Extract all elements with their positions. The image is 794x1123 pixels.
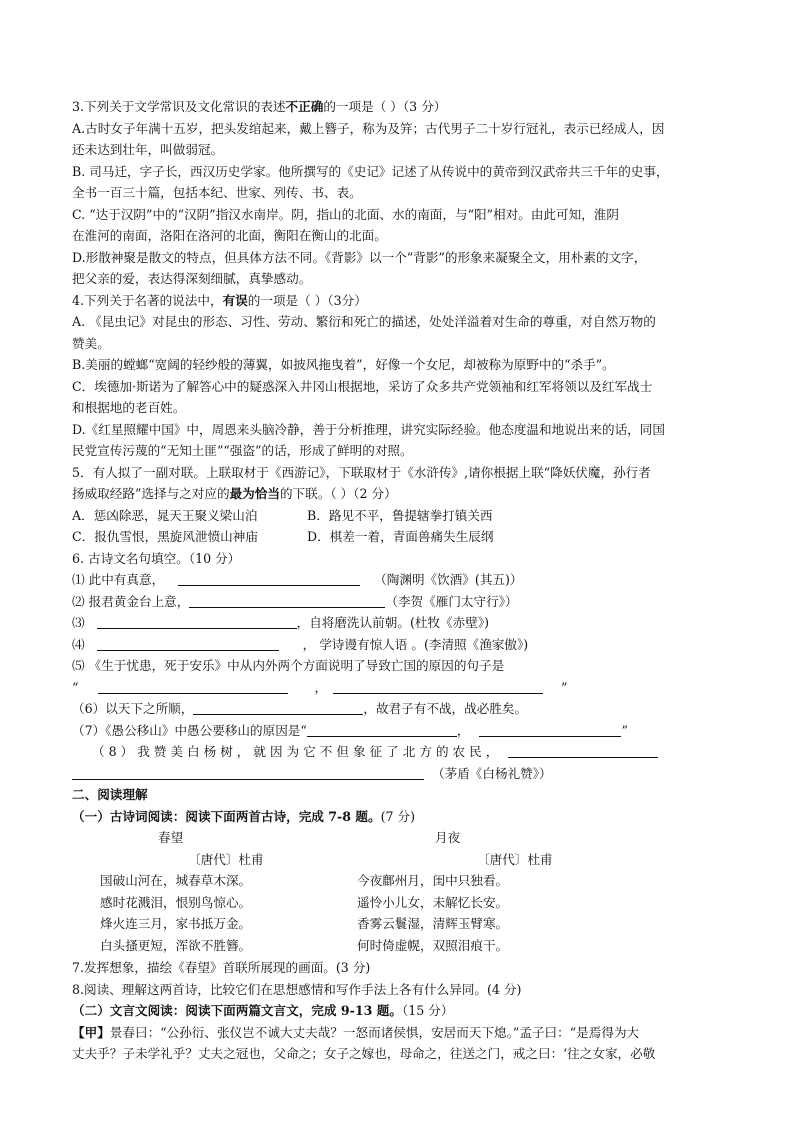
q6-item-8-text: （ 8 ） 我 赞 美 白 杨 树 ， 就 因 为 它 不 但 象 征 了 北 方 的 农 民 ， (92, 744, 499, 759)
q6-blank-3[interactable] (97, 614, 297, 629)
q6-item-7-comma: ， (456, 722, 470, 738)
q3-option-c-line1: C. “达于汉阴”中的“汉阴”指汉水南岸。阴，指山的北面、水的南面，与“阳”相对。由此可知，淮阴 (72, 206, 619, 222)
q6-item-6 (72, 698, 728, 720)
q6-item-5-close-quote: ” (561, 679, 568, 695)
q6-item-1 (72, 569, 728, 591)
q3-stem-text: 3.下列关于文学常识及文化常识的表述 (72, 99, 286, 114)
q6-blank-7a[interactable] (307, 722, 457, 737)
poem-chunwang (100, 827, 264, 956)
q5-option-c: C．报仇雪恨，黑旋风泄愤山神庙 (72, 529, 258, 544)
q6-item-1-text: ⑴ 此中有真意， (72, 572, 165, 587)
poem-2-title: 月夜 (435, 830, 461, 845)
q6-item-4 (72, 634, 728, 656)
q6-item-4-text: ⑷ (72, 636, 85, 652)
passage-tag: 【甲】 (72, 1024, 110, 1040)
q6-item-4-source: ， 学诗谩有惊人语 。(李清照《渔家傲》) (302, 636, 529, 652)
q4-stem-tail: 的一项是（ ）（3分） (247, 292, 367, 308)
section-2-sub1-score: (7 分) (380, 808, 416, 824)
q6-item-2 (72, 591, 728, 613)
section-2-sub1-text: （一）古诗词阅读：阅读下面两首古诗，完成 7-8 题。 (72, 808, 381, 824)
section-2-sub2-score: （15 分） (401, 1003, 454, 1018)
passage-line-1 (72, 1022, 728, 1044)
q3-stem (72, 96, 728, 118)
q5-option-a: A．惩凶除恶，晁天王聚义梁山泊 (72, 507, 258, 523)
poem-2-line-4: 何时倚虚幌，双照泪痕干。 (357, 937, 509, 953)
q6-item-3-text: ⑶ (72, 615, 85, 630)
q3-option-c-line2: 在淮河的南面，洛阳在洛河的北面，衡阳在衡山的北面。 (72, 228, 387, 243)
q6-item-5-blanks (72, 677, 728, 699)
q6-blank-8b[interactable] (72, 765, 424, 780)
poem-1-author: 〔唐代〕杜甫 (188, 851, 264, 867)
q5-stem-line2 (72, 483, 728, 505)
poems-block (72, 827, 728, 957)
q4-option-a-line2: 赞美。 (72, 335, 110, 351)
q6-blank-4[interactable] (97, 636, 279, 651)
q5-options-ab (72, 505, 728, 527)
q6-stem: 6. 古诗文名句填空。（10 分） (72, 550, 241, 566)
poem-2-line-1: 今夜鄜州月，闺中只独看。 (357, 873, 509, 888)
q6-item-8-source: （茅盾《白杨礼赞》） (432, 765, 552, 781)
q3-option-d-line1: D.形散神聚是散文的特点，但具体方法不同。《背影》以一个“背影”的形象来凝聚全文，用朴素的文字， (72, 249, 647, 265)
q6-item-8-line2 (72, 763, 728, 785)
poem-yueye (357, 827, 553, 956)
q6-item-7 (72, 720, 728, 742)
section-2-sub2 (72, 1000, 728, 1022)
q5-option-b: B．路见不平，鲁提辖拳打镇关西 (307, 507, 493, 523)
poem-1-title: 春望 (158, 830, 184, 845)
q6-blank-6[interactable] (193, 700, 363, 715)
q6-item-1-source: （陶渊明《饮酒》(其五)） (374, 572, 523, 587)
q6-blank-5b[interactable] (333, 679, 543, 694)
q6-blank-7b[interactable] (479, 722, 621, 737)
poem-2-line-2: 遥怜小儿女，未解忆长安。 (357, 894, 509, 910)
q6-item-2-text: ⑵ 报君黄金台上意， (72, 593, 190, 609)
q4-stem-emphasis: 有误 (222, 292, 248, 308)
q6-item-7-text: （7）《愚公移山》中愚公要移山的原因是“ (72, 722, 307, 738)
section-2-sub2-text: （二）文言文阅读：阅读下面两篇文言文，完成 9-13 题。 (72, 1003, 402, 1018)
poem-1-line-2: 感时花溅泪，恨别鸟惊心。 (100, 894, 252, 910)
q6-blank-1[interactable] (178, 571, 360, 586)
q4-option-d-line1: D.《红星照耀中国》中，周恩来头脑冷静，善于分析推理，讲究实际经验。他态度温和地说出来的话，同国 (72, 421, 665, 437)
q5-stem-line1: 5．有人拟了一副对联。上联取材于《西游记》，下联取材于《水浒传》,请你根据上联“降妖伏魔，孙行者 (72, 464, 651, 480)
q4-stem (72, 290, 728, 312)
q4-option-c-line1: C．埃德加·斯诺为了解答心中的疑惑深入井冈山根据地，采访了众多共产党领袖和红军将领以及红军战士 (72, 378, 653, 394)
q8: 8.阅读、理解这两首诗，比较它们在思想感情和写作手法上各有什么异同。(4 分) (72, 981, 522, 997)
q6-item-6-text: （6）以天下之所顺， (72, 701, 194, 716)
q6-item-5-open-quote: “ (72, 679, 79, 695)
q3-option-a-line1: A.古时女子年满十五岁，把头发绾起来，戴上簪子，称为及笄；古代男子二十岁行冠礼，表示已经成人，因 (72, 120, 665, 136)
q3-stem-emphasis: 不正确 (285, 99, 324, 114)
q5-options-cd (72, 526, 728, 548)
poem-1-line-4: 白头搔更短，浑欲不胜簪。 (100, 937, 252, 953)
poem-2-author: 〔唐代〕杜甫 (477, 851, 553, 867)
q6-item-3 (72, 612, 728, 634)
q3-option-b-line1: B. 司马迁，字子长，西汉历史学家。他所撰写的《史记》记述了从传说中的黄帝到汉武帝共三千年的史事， (72, 163, 669, 179)
q4-option-d-line2: 民党宣传污蔑的“无知土匪”“强盗”的话，形成了鲜明的对照。 (72, 443, 413, 458)
q6-blank-2[interactable] (189, 593, 385, 608)
q5-stem-text: 扬威取经路”选择与之对应的 (72, 486, 230, 501)
q5-stem-emphasis: 最为恰当 (229, 486, 280, 501)
q6-item-8 (72, 741, 728, 763)
q4-option-b-line1: B.美丽的螳螂“宽阔的轻纱般的薄翼，如披风拖曳着”，好像一个女尼，却被称为原野中的“杀手”。 (72, 357, 615, 372)
q6-item-6-tail: ，故君子有不战，战必胜矣。 (363, 701, 528, 716)
q6-item-7-close-quote: ” (621, 722, 628, 738)
q6-item-3-source: ，自将磨洗认前朝。(杜牧《赤壁》) (296, 615, 490, 630)
q3-stem-tail: 的一项是（ ）（3 分） (323, 99, 447, 114)
q4-option-c-line2: 和根据地的老百姓。 (72, 400, 186, 415)
q6-item-5: ⑸ 《生于忧患，死于安乐》中从内外两个方面说明了导致亡国的原因的句子是 (72, 658, 505, 673)
poem-1-line-3: 烽火连三月，家书抵万金。 (100, 916, 252, 931)
q3-option-d-line2: 把父亲的爱，表达得深刻细腻，真挚感动。 (72, 271, 312, 286)
poem-2-line-3: 香雾云鬟湿，清辉玉臂寒。 (357, 916, 509, 931)
section-2-title: 二、阅读理解 (72, 787, 148, 802)
q6-item-5-comma: ， (314, 679, 328, 695)
q6-blank-8a[interactable] (508, 743, 658, 758)
section-2-sub1 (72, 806, 728, 828)
q7: 7.发挥想象，描绘《春望》首联所展现的画面。(3 分) (72, 960, 371, 975)
q6-blank-5a[interactable] (98, 679, 288, 694)
passage-line-2: 丈夫乎？子未学礼乎？丈夫之冠也，父命之；女子之嫁也，母命之，往送之门，戒之曰：‘往之女家，必敬 (72, 1046, 656, 1061)
poem-1-line-1: 国破山河在，城春草木深。 (100, 873, 252, 888)
q3-option-b-line2: 全书一百三十篇，包括本纪、世家、列传、书、表。 (72, 185, 362, 200)
q6-item-2-source: （李贺《雁门太守行》） (385, 593, 518, 609)
q3-option-a-line2: 还未达到壮年，叫做弱冠。 (72, 142, 224, 157)
q4-option-a-line1: A. 《昆虫记》对昆虫的形态、习性、劳动、繁衍和死亡的描述，处处洋溢着对生命的尊重，对自然万物的 (72, 314, 656, 329)
page-content (72, 96, 728, 1065)
passage-line-1-text: 景春曰：“公孙衍、张仪岂不诚大丈夫哉？一怒而诸侯惧，安居而天下熄。”孟子曰：“是焉得为大 (109, 1024, 640, 1040)
q4-stem-text: 4.下列关于名著的说法中， (72, 292, 223, 308)
q5-stem-tail: 的下联。（ ）（2 分） (279, 486, 397, 501)
q5-option-d: D．棋差一着，青面兽痛失生辰纲 (307, 529, 494, 544)
